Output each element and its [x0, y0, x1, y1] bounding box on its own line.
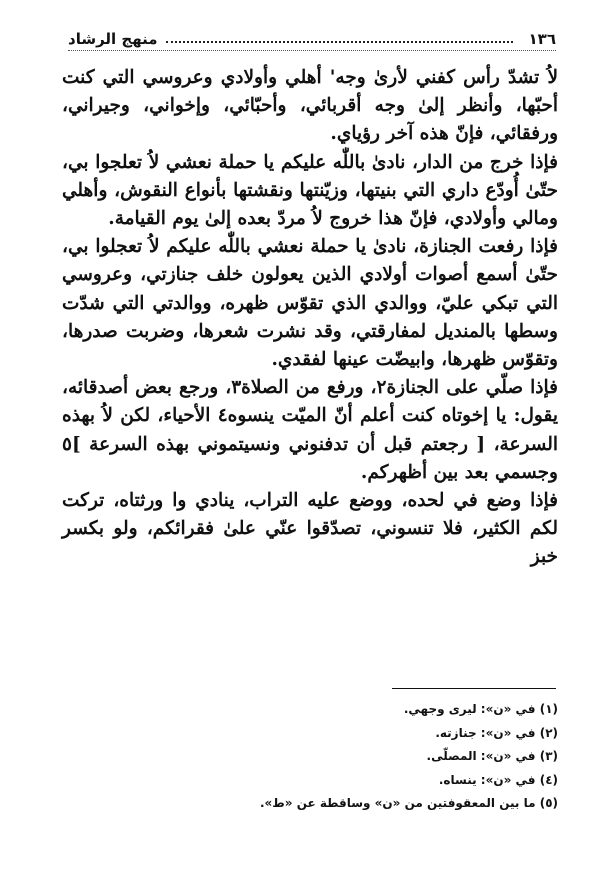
book-title: منهج الرشاد — [68, 30, 158, 48]
footnotes — [62, 698, 558, 816]
footnote: (٢) في «ن»: جنازته. — [435, 725, 558, 740]
paragraph: فإذا رفعت الجنازة، نادىٰ يا حملة نعشي باللّٰه عليكم لاُ تعجلوا بي، حتّىٰ أسمع أصوات أولادي الذين يعولون خلف جنازتي، وعروسي التي تبكي عليّ، ووالدي الذي تقوّس ظهره، ووالدتي التي شدّت وسطها بالمنديل لمفارقتي، وقد نشرت شعرها، وضربت صدرها، وتقوّس ظهرها، وابيضّت عينها لفقدي. — [62, 236, 558, 371]
header-dot-leader — [166, 41, 513, 43]
footnote-separator — [392, 688, 556, 689]
paragraph: فإذا وضع في لحده، ووضع عليه التراب، ينادي وا ورثتاه، تركت لكم الكثير، فلا تنسوني، تصدّقوا عنّي علىٰ فقرائكم، ولو بكسر خبز — [62, 490, 558, 568]
page-number: ١٣٦ — [528, 30, 556, 48]
paragraph: فإذا خرج من الدار، نادىٰ باللّٰه عليكم يا حملة نعشي لاُ تعلجوا بي، حتّىٰ أُودّع داري التي بنيتها، وزيّنتها ونقشتها بأنواع النقوش، وأهلي ومالي وأولادي، فإنّ هذا خروج لاُ مردّ بعده إلىٰ يوم القيامة. — [62, 151, 558, 230]
paragraph: لاُ تشدّ رأس كفني لأرىٰ وجه' أهلي وأولادي وعروسي التي كنت أحبّها، وأنظر إلىٰ وجه أقربائي، وأحبّائي، وإخواني، وجيراني، ورفقائي، فإنّ هذه آخر رؤياي. — [62, 67, 558, 145]
footnote: (٥) ما بين المعقوفتين من «ن» وساقطة عن «ط». — [260, 796, 558, 810]
main-text — [62, 64, 558, 572]
footnote: (٣) في «ن»: المصلّى. — [426, 749, 558, 763]
paragraph: فإذا صلّي على الجنازة٢، ورفع من الصلاة٣، ورجع بعض أصدقائه، يقول: يا إخوتاه كنت أعلم أنّ الميّت ينسوه٤ الأحياء، لكن لاُ بهذه السرعة، [ رجعتم قبل أن تدفنوني ونسيتموني بهذه السرعة ]٥ وجسمي بعد بين أظهركم. — [62, 377, 558, 483]
footnote: (١) في «ن»: ليرى وجهي. — [403, 702, 558, 716]
footnote: (٤) في «ن»: ينساه. — [438, 772, 558, 787]
running-header — [68, 28, 556, 51]
